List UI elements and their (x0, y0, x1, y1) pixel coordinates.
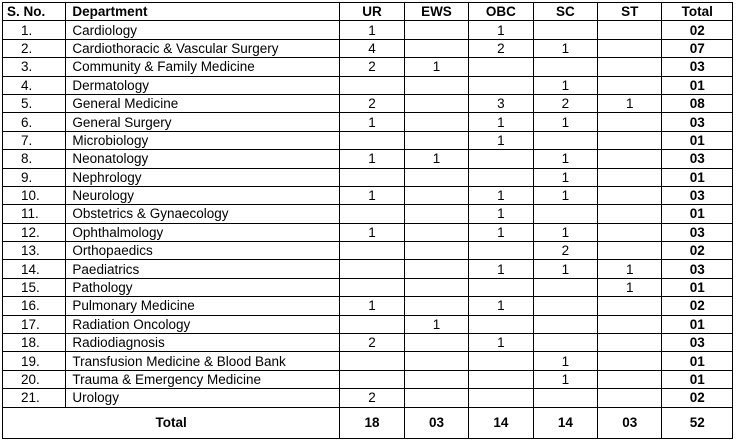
cell-st (598, 205, 662, 223)
cell-obc (469, 168, 533, 186)
cell-sc: 2 (533, 242, 597, 260)
cell-sc (533, 205, 597, 223)
cell-total: 03 (662, 334, 733, 352)
cell-sno: 3. (3, 58, 66, 76)
cell-sno: 18. (3, 334, 66, 352)
total-grand: 52 (662, 407, 733, 438)
cell-ews: 1 (404, 150, 468, 168)
cell-ur: 4 (340, 39, 404, 57)
cell-st: 1 (598, 94, 662, 112)
cell-department: Orthopaedics (66, 242, 340, 260)
table-row (3, 242, 733, 260)
cell-sc (533, 58, 597, 76)
cell-department: Radiation Oncology (66, 315, 340, 333)
cell-ews (404, 352, 468, 370)
cell-obc (469, 370, 533, 388)
cell-ews (404, 389, 468, 407)
cell-ur: 1 (340, 113, 404, 131)
cell-department: Trauma & Emergency Medicine (66, 370, 340, 388)
cell-obc: 1 (469, 113, 533, 131)
cell-department: Ophthalmology (66, 223, 340, 241)
total-st: 03 (598, 407, 662, 438)
cell-total: 03 (662, 150, 733, 168)
cell-obc: 1 (469, 21, 533, 39)
header-obc: OBC (469, 3, 533, 21)
cell-total: 01 (662, 168, 733, 186)
total-ur: 18 (340, 407, 404, 438)
cell-ur (340, 260, 404, 278)
cell-st (598, 113, 662, 131)
table-row (3, 297, 733, 315)
cell-ews (404, 131, 468, 149)
cell-sno: 19. (3, 352, 66, 370)
cell-obc (469, 389, 533, 407)
header-total: Total (662, 3, 733, 21)
cell-sno: 10. (3, 186, 66, 204)
table-row (3, 113, 733, 131)
cell-st (598, 39, 662, 57)
cell-ews (404, 186, 468, 204)
table-row (3, 39, 733, 57)
cell-ur (340, 205, 404, 223)
cell-st (598, 21, 662, 39)
cell-department: Cardiothoracic & Vascular Surgery (66, 39, 340, 57)
cell-st (598, 297, 662, 315)
cell-sc (533, 131, 597, 149)
table-row (3, 21, 733, 39)
cell-obc: 1 (469, 334, 533, 352)
cell-sc: 1 (533, 168, 597, 186)
cell-total: 03 (662, 260, 733, 278)
cell-department: Cardiology (66, 21, 340, 39)
cell-total: 07 (662, 39, 733, 57)
cell-sno: 21. (3, 389, 66, 407)
table-row (3, 260, 733, 278)
cell-ur (340, 370, 404, 388)
total-sc: 14 (533, 407, 597, 438)
cell-sno: 11. (3, 205, 66, 223)
table-row (3, 150, 733, 168)
table-row (3, 58, 733, 76)
cell-department: Obstetrics & Gynaecology (66, 205, 340, 223)
cell-sc (533, 389, 597, 407)
table-row (3, 370, 733, 388)
cell-ews (404, 334, 468, 352)
cell-sc (533, 278, 597, 296)
cell-ews: 1 (404, 58, 468, 76)
cell-total: 03 (662, 113, 733, 131)
cell-st (598, 58, 662, 76)
table-row (3, 186, 733, 204)
cell-total: 02 (662, 297, 733, 315)
cell-obc: 2 (469, 39, 533, 57)
cell-ur: 1 (340, 21, 404, 39)
cell-total: 01 (662, 315, 733, 333)
cell-obc (469, 242, 533, 260)
cell-obc: 1 (469, 205, 533, 223)
header-sc: SC (533, 3, 597, 21)
cell-ur (340, 315, 404, 333)
cell-obc: 1 (469, 131, 533, 149)
cell-ews (404, 94, 468, 112)
header-row (3, 3, 733, 21)
cell-ews (404, 297, 468, 315)
cell-ews (404, 370, 468, 388)
cell-department: Pathology (66, 278, 340, 296)
cell-st (598, 150, 662, 168)
cell-sno: 15. (3, 278, 66, 296)
cell-ur: 2 (340, 389, 404, 407)
cell-sno: 6. (3, 113, 66, 131)
cell-department: General Medicine (66, 94, 340, 112)
cell-sno: 13. (3, 242, 66, 260)
total-label: Total (3, 407, 340, 438)
cell-ur (340, 131, 404, 149)
cell-st (598, 76, 662, 94)
cell-ur: 2 (340, 94, 404, 112)
cell-ur: 1 (340, 186, 404, 204)
cell-sno: 1. (3, 21, 66, 39)
cell-obc: 1 (469, 223, 533, 241)
cell-obc: 1 (469, 297, 533, 315)
cell-department: Nephrology (66, 168, 340, 186)
table-row (3, 352, 733, 370)
cell-obc: 1 (469, 260, 533, 278)
cell-sc: 1 (533, 370, 597, 388)
vacancy-table (2, 2, 733, 439)
header-ur: UR (340, 3, 404, 21)
cell-ur: 1 (340, 297, 404, 315)
cell-st (598, 334, 662, 352)
cell-sc: 1 (533, 260, 597, 278)
cell-total: 02 (662, 389, 733, 407)
cell-sc (533, 315, 597, 333)
cell-total: 01 (662, 370, 733, 388)
table-row (3, 315, 733, 333)
cell-ur (340, 352, 404, 370)
cell-sno: 9. (3, 168, 66, 186)
cell-sc: 1 (533, 76, 597, 94)
table-row (3, 76, 733, 94)
cell-total: 03 (662, 186, 733, 204)
cell-sno: 14. (3, 260, 66, 278)
cell-sno: 17. (3, 315, 66, 333)
total-obc: 14 (469, 407, 533, 438)
cell-ews (404, 113, 468, 131)
cell-total: 01 (662, 131, 733, 149)
cell-obc: 3 (469, 94, 533, 112)
cell-obc (469, 315, 533, 333)
cell-total: 01 (662, 205, 733, 223)
cell-department: Urology (66, 389, 340, 407)
cell-sc: 2 (533, 94, 597, 112)
cell-obc (469, 352, 533, 370)
cell-sc (533, 21, 597, 39)
cell-ur (340, 278, 404, 296)
cell-ews (404, 39, 468, 57)
cell-ur (340, 76, 404, 94)
cell-obc (469, 278, 533, 296)
cell-total: 03 (662, 58, 733, 76)
cell-ur: 1 (340, 150, 404, 168)
total-ews: 03 (404, 407, 468, 438)
cell-ews (404, 223, 468, 241)
cell-sno: 4. (3, 76, 66, 94)
cell-sno: 16. (3, 297, 66, 315)
cell-sno: 20. (3, 370, 66, 388)
cell-st (598, 370, 662, 388)
cell-st (598, 315, 662, 333)
cell-sno: 8. (3, 150, 66, 168)
cell-department: General Surgery (66, 113, 340, 131)
cell-sc: 1 (533, 113, 597, 131)
cell-sc: 1 (533, 352, 597, 370)
cell-department: Radiodiagnosis (66, 334, 340, 352)
cell-ur (340, 242, 404, 260)
total-row (3, 407, 733, 438)
cell-st (598, 131, 662, 149)
cell-sc (533, 334, 597, 352)
cell-ews (404, 21, 468, 39)
cell-st: 1 (598, 278, 662, 296)
cell-total: 02 (662, 21, 733, 39)
cell-total: 01 (662, 352, 733, 370)
header-department: Department (66, 3, 340, 21)
header-sno: S. No. (3, 3, 66, 21)
cell-ews (404, 260, 468, 278)
cell-total: 08 (662, 94, 733, 112)
cell-ur: 2 (340, 334, 404, 352)
header-ews: EWS (404, 3, 468, 21)
cell-total: 01 (662, 76, 733, 94)
cell-sc (533, 297, 597, 315)
cell-obc (469, 150, 533, 168)
table-row (3, 278, 733, 296)
cell-department: Dermatology (66, 76, 340, 94)
cell-department: Microbiology (66, 131, 340, 149)
table-body (3, 21, 733, 438)
cell-department: Transfusion Medicine & Blood Bank (66, 352, 340, 370)
table-row (3, 389, 733, 407)
table-row (3, 168, 733, 186)
header-st: ST (598, 3, 662, 21)
cell-ews (404, 205, 468, 223)
cell-st (598, 389, 662, 407)
cell-sno: 2. (3, 39, 66, 57)
cell-sc: 1 (533, 186, 597, 204)
cell-st (598, 352, 662, 370)
cell-obc: 1 (469, 186, 533, 204)
table-row (3, 94, 733, 112)
table-row (3, 205, 733, 223)
cell-sno: 5. (3, 94, 66, 112)
cell-total: 01 (662, 278, 733, 296)
cell-ews (404, 278, 468, 296)
cell-ews (404, 168, 468, 186)
cell-ews (404, 242, 468, 260)
cell-st (598, 242, 662, 260)
cell-st: 1 (598, 260, 662, 278)
cell-st (598, 186, 662, 204)
cell-department: Neonatology (66, 150, 340, 168)
cell-st (598, 223, 662, 241)
table-row (3, 334, 733, 352)
cell-department: Pulmonary Medicine (66, 297, 340, 315)
cell-ur (340, 168, 404, 186)
table-row (3, 223, 733, 241)
cell-ur: 2 (340, 58, 404, 76)
cell-sno: 12. (3, 223, 66, 241)
table-row (3, 131, 733, 149)
cell-obc (469, 58, 533, 76)
cell-ews (404, 76, 468, 94)
cell-department: Community & Family Medicine (66, 58, 340, 76)
cell-st (598, 168, 662, 186)
cell-total: 02 (662, 242, 733, 260)
cell-sno: 7. (3, 131, 66, 149)
cell-total: 03 (662, 223, 733, 241)
cell-obc (469, 76, 533, 94)
cell-department: Neurology (66, 186, 340, 204)
cell-sc: 1 (533, 223, 597, 241)
cell-sc: 1 (533, 150, 597, 168)
cell-ews: 1 (404, 315, 468, 333)
cell-sc: 1 (533, 39, 597, 57)
cell-department: Paediatrics (66, 260, 340, 278)
cell-ur: 1 (340, 223, 404, 241)
